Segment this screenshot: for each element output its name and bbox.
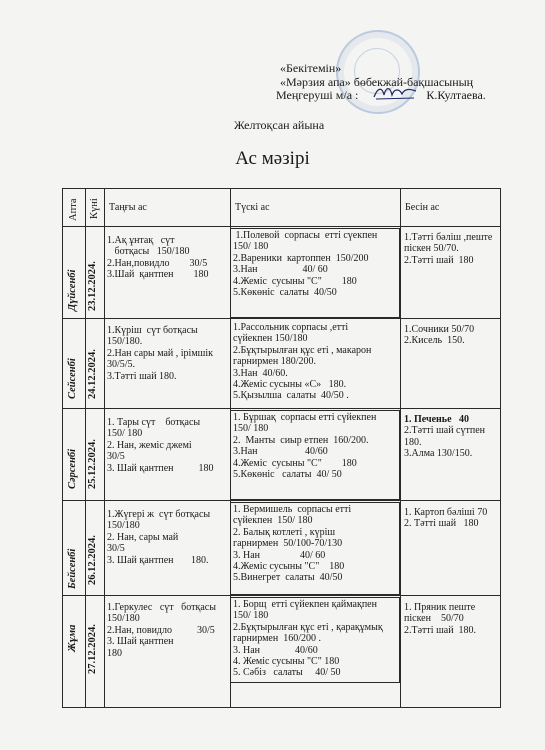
snack-cell xyxy=(404,602,476,636)
breakfast-item: 1.Геркулес сүт ботқасы xyxy=(107,602,216,613)
lunch-item: сүйекпен 150/ 180 xyxy=(233,515,313,527)
breakfast-item: 2.Нан, повидло 30/5 xyxy=(107,624,215,636)
breakfast-item: 2. Нан, сары май xyxy=(107,531,179,543)
snack-cell xyxy=(404,507,487,530)
breakfast-item: 2. Нан, жеміс джемі xyxy=(107,439,192,451)
handwritten-signature xyxy=(372,83,418,101)
snack-item: 1. Печенье 40 xyxy=(404,414,470,425)
date-label: 25.12.2024. xyxy=(87,439,98,489)
breakfast-item: 150/ 180 xyxy=(107,428,143,440)
lunch-item: гарнирмен 50/100-70/130 xyxy=(233,538,343,550)
lunch-item: 5.Винегрет салаты 40/50 xyxy=(233,572,343,584)
date-label: 27.12.2024. xyxy=(87,624,98,674)
breakfast-cell xyxy=(107,602,216,659)
lunch-item: 4.Жеміс сусыны «С» 180. xyxy=(233,379,347,391)
snack-item: 1. Картоп бәліші 70 xyxy=(404,507,488,518)
breakfast-cell xyxy=(107,235,209,281)
breakfast-item: 2.Нан,повидло 30/5 xyxy=(107,257,208,269)
snack-item: 1.Тәтті бәліш ,пеште xyxy=(404,232,493,243)
table-row xyxy=(63,409,500,501)
breakfast-item: 180 xyxy=(107,647,122,659)
weekday-label: Сейсенбі xyxy=(67,358,78,399)
weekday-label: Бейсенбі xyxy=(67,548,78,589)
lunch-item: 2.Бұқтырылған құс еті , макарон xyxy=(233,344,372,356)
kindergarten-name: «Мәрзия апа» бөбекжай-бақшасының xyxy=(280,74,474,89)
head-signature-row xyxy=(276,89,526,103)
table-row xyxy=(63,501,500,596)
date-label: 24.12.2024. xyxy=(87,349,98,399)
breakfast-item: 3.Шай қантпен 180 xyxy=(107,269,209,281)
lunch-item: 2. Балық котлеті , күріш xyxy=(233,526,336,538)
breakfast-item: 1.Ақ ұнтақ сүт xyxy=(107,235,175,246)
lunch-item: 2.Вареники картоппен 150/200 xyxy=(233,252,369,264)
page-title: Ас мәзірі xyxy=(235,148,310,169)
lunch-item: 3.Нан 40/ 60 xyxy=(233,264,328,276)
lunch-item: гарнирмен 180/200. xyxy=(233,356,316,368)
lunch-item: 3.Нан 40/60. xyxy=(233,367,288,379)
lunch-item: 1. Вермишель сорпасы етті xyxy=(233,504,352,515)
breakfast-item: 1. Тары сүт ботқасы xyxy=(107,417,201,428)
lunch-item: 1.Рассольник сорпасы ,етті xyxy=(233,322,349,333)
lunch-item: 150/ 180 xyxy=(233,241,269,253)
snack-item: піскен 50/70 xyxy=(404,613,464,625)
breakfast-item: 3. Шай қантпен xyxy=(107,636,174,648)
breakfast-item: 30/5/5. xyxy=(107,359,136,371)
snack-item: піскен 50/70. xyxy=(404,243,459,255)
lunch-item: 1.Полевой сорпасы етті сүекпен xyxy=(233,230,378,241)
breakfast-item: 30/5 xyxy=(107,451,125,463)
lunch-item: 2.Бұқтырылған құс еті , қарақұмық xyxy=(233,621,383,633)
breakfast-item: 150/180 xyxy=(107,613,140,625)
header-snack: Бесін ас xyxy=(405,202,440,213)
lunch-item: 3.Нан 40/60 xyxy=(233,446,328,458)
table-row xyxy=(63,227,500,319)
lunch-item: 4.Жеміс сусыны "С" 180 xyxy=(233,275,357,287)
lunch-item: 5.Көкөніс салаты 40/50 xyxy=(233,287,337,299)
menu-table xyxy=(62,188,501,708)
lunch-cell-border xyxy=(230,502,400,595)
header-day: Күні xyxy=(89,198,100,219)
snack-item: 2. Тәтті шай 180 xyxy=(404,518,479,530)
lunch-cell xyxy=(233,322,371,402)
snack-item: 2.Тәтті шай 180 xyxy=(404,254,474,266)
lunch-item: 5. Сәбіз салаты 40/ 50 xyxy=(233,667,341,679)
table-row xyxy=(63,596,500,709)
lunch-item: 150/ 180 xyxy=(233,423,269,435)
breakfast-cell xyxy=(107,417,214,474)
header-lunch: Түскі ас xyxy=(235,202,270,213)
lunch-item: 4. Жеміс сусыны "С" 180 xyxy=(233,656,340,668)
breakfast-item: 3.Тәтті шай 180. xyxy=(107,370,177,382)
breakfast-cell xyxy=(107,509,210,566)
breakfast-cell xyxy=(107,325,213,382)
weekday-label: Жұма xyxy=(67,624,78,652)
breakfast-item: ботқасы 150/180 xyxy=(107,246,190,258)
lunch-item: 5.Қызылша салаты 40/50 . xyxy=(233,390,349,402)
head-title: Меңгеруші м/а : xyxy=(276,88,359,102)
snack-item: 1.Сочники 50/70 xyxy=(404,324,475,335)
breakfast-item: 2.Нан сары май , ірімшік xyxy=(107,347,214,359)
lunch-item: 1. Бұршақ сорпасы етті сүйекпен xyxy=(233,412,377,423)
table-header xyxy=(63,189,500,227)
head-name: К.Култаева. xyxy=(426,88,486,102)
breakfast-item: 1.Күріш сүт ботқасы xyxy=(107,325,198,336)
lunch-cell-border xyxy=(230,228,400,318)
header-breakfast: Таңғы ас xyxy=(109,202,147,213)
date-label: 26.12.2024. xyxy=(87,535,98,585)
lunch-item: 3. Нан 40/60 xyxy=(233,644,318,656)
lunch-item: 4.Жеміс сусыны "С" 180 xyxy=(233,561,345,573)
month-label: Желтоқсан айына xyxy=(234,118,325,132)
lunch-item: 3. Нан 40/ 60 xyxy=(233,549,326,561)
breakfast-item: 1.Жүгері ж сүт ботқасы xyxy=(107,509,211,520)
approval-heading: «Бекітемін» xyxy=(280,61,342,75)
lunch-item: 4.Жеміс сусыны "С" 180 xyxy=(233,457,357,469)
weekday-label: Сәрсенбі xyxy=(67,448,78,489)
weekday-label: Дүйсенбі xyxy=(67,269,78,311)
approval-block xyxy=(276,62,526,103)
lunch-item: 1. Борщ етті сүйекпен қаймақпен xyxy=(233,599,377,610)
snack-cell xyxy=(404,324,474,347)
snack-item: 2.Тәтті шай сүтпен xyxy=(404,425,486,437)
snack-item: 180. xyxy=(404,436,422,448)
snack-item: 3.Алма 130/150. xyxy=(404,448,473,460)
lunch-item: гарнирмен 160/200 . xyxy=(233,633,321,645)
lunch-cell-border xyxy=(230,597,400,683)
breakfast-item: 3. Шай қантпен 180 xyxy=(107,462,214,474)
date-label: 23.12.2024. xyxy=(87,261,98,311)
snack-cell xyxy=(404,232,492,266)
lunch-item: 5.Көкөніс салаты 40/ 50 xyxy=(233,469,342,481)
snack-item: 1. Пряник пеште xyxy=(404,602,476,613)
lunch-cell-border xyxy=(230,410,400,500)
lunch-item: 2. Манты сиыр етпен 160/200. xyxy=(233,434,369,446)
breakfast-item: 150/180 xyxy=(107,520,140,532)
lunch-item: 150/ 180 xyxy=(233,610,269,622)
snack-item: 2.Тәтті шай 180. xyxy=(404,624,477,636)
breakfast-item: 30/5 xyxy=(107,543,125,555)
table-row xyxy=(63,319,500,409)
header-week: Апта xyxy=(68,198,79,221)
breakfast-item: 3. Шай қантпен 180. xyxy=(107,554,209,566)
snack-cell xyxy=(404,414,485,460)
snack-item: 2.Кисель 150. xyxy=(404,335,465,347)
lunch-item: сүйекпен 150/180 xyxy=(233,333,308,345)
breakfast-item: 150/180. xyxy=(107,336,143,348)
